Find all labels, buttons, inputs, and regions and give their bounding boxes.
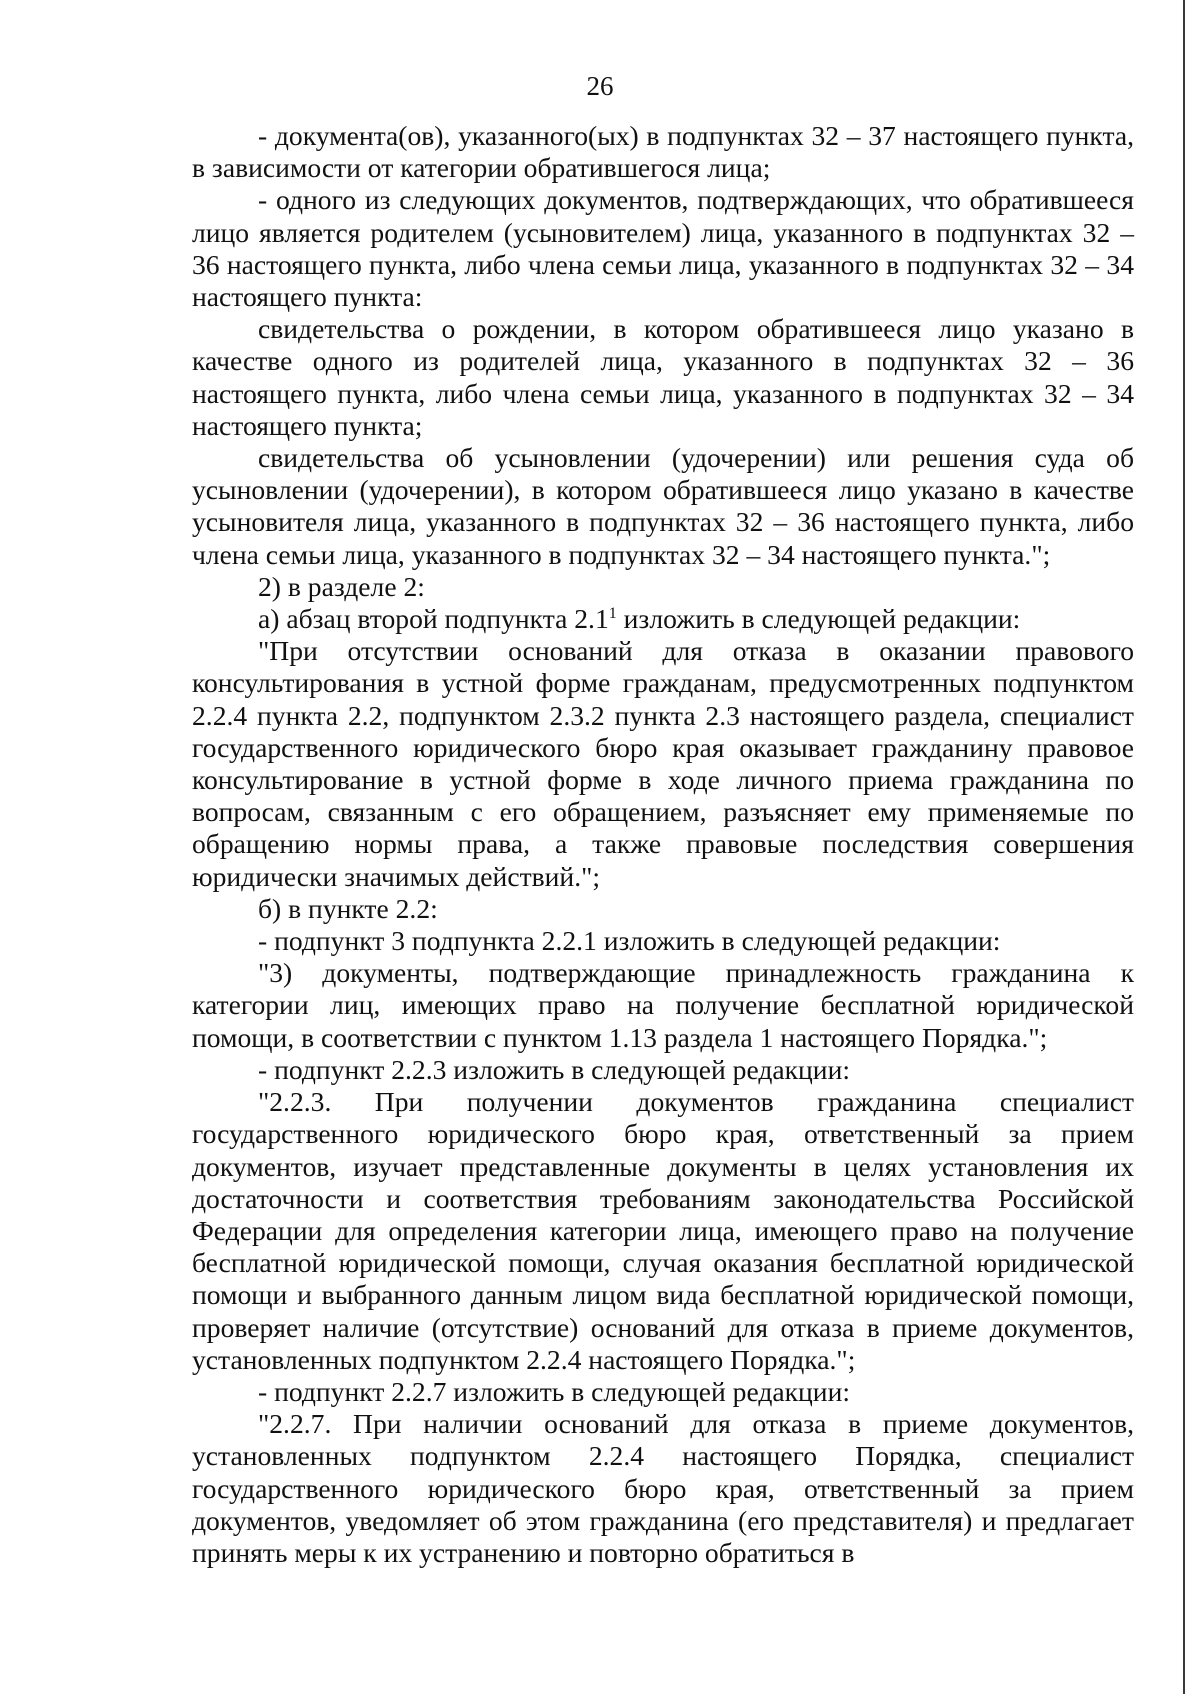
paragraph-consulting-quote: "При отсутствии оснований для отказа в оказании правового консультирования в устной форме гражданам, предусмотренных подпунктом 2.2.4 пункта 2.2, подпунктом 2.3.2 пункта 2.3 настоящего раздела, специалист государственного юридического бюро края оказывает гражданину правовое консультирование в устной форме в ходе личного приема гражданина по вопросам, связанным с его обращением, разъясняет ему применяемые по обращению нормы права, а также правовые последствия совершения юридически значимых действий.";	[192, 635, 1134, 892]
paragraph-birth-certificate: свидетельства о рождении, в котором обратившееся лицо указано в качестве одного из родителей лица, указанного в подпунктах 32 – 36 настоящего пункта, либо члена семьи лица, указанного в подпунктах 32 – 34 настоящего пункта;	[192, 313, 1134, 441]
paragraph-subitem-b: б) в пункте 2.2:	[258, 892, 438, 924]
paragraph-section-2: 2) в разделе 2:	[258, 570, 425, 602]
paragraph-subpoint-2-2-7: - подпункт 2.2.7 изложить в следующей редакции:	[258, 1375, 851, 1407]
paragraph-2-2-3-quote: "2.2.3. При получении документов гражданина специалист государственного юридического бюро края, ответственный за прием документов, изучает представленные документы в целях установления их достаточности и соответствия требованиям законодательства Российской Федерации для определения категории лица, имеющего право на получение бесплатной юридической помощи, случая оказания бесплатной юридической помощи и выбранного данным лицом вида бесплатной юридической помощи, проверяет наличие (отсутствие) оснований для отказа в приеме документов, установленных подпунктом 2.2.4 настоящего Порядка.";	[192, 1086, 1134, 1375]
paragraph-subpoint-3: - подпункт 3 подпункта 2.2.1 изложить в следующей редакции:	[258, 925, 1001, 957]
paragraph-adoption-certificate: свидетельства об усыновлении (удочерении) или решения суда об усыновлении (удочерении), в котором обратившееся лицо указано в качестве усыновителя лица, указанного в подпунктах 32 – 36 настоящего пункта, либо члена семьи лица, указанного в подпунктах 32 – 34 настоящего пункта.";	[192, 442, 1134, 570]
paragraph-subpoint-2-2-3: - подпункт 2.2.3 изложить в следующей редакции:	[258, 1053, 851, 1085]
paragraph-documents-list: - документа(ов), указанного(ых) в подпунктах 32 – 37 настоящего пункта, в зависимости от категории обратившегося лица;	[192, 120, 1134, 184]
scan-edge-line	[1183, 0, 1185, 1694]
paragraph-2-2-7-quote: "2.2.7. При наличии оснований для отказа в приеме документов, установленных подпунктом 2.2.4 настоящего Порядка, специалист государственного юридического бюро края, ответственный за прием документов, уведомляет об этом гражданина (его представителя) и предлагает принять меры к их устранению и повторно обратиться в	[192, 1408, 1134, 1568]
document-body	[192, 120, 1134, 1569]
paragraph-documents-quote: "3) документы, подтверждающие принадлежность гражданина к категории лиц, имеющих право на получение бесплатной юридической помощи, в соответствии с пунктом 1.13 раздела 1 настоящего Порядка.";	[192, 957, 1134, 1053]
subitem-a-text-before: а) абзац второй подпункта 2.1	[258, 603, 609, 635]
subitem-a-text-after: изложить в следующей редакции:	[616, 603, 1021, 635]
page-number: 26	[586, 71, 614, 101]
paragraph-parent-documents: - одного из следующих документов, подтверждающих, что обратившееся лицо является родителем (усыновителем) лица, указанного в подпунктах 32 – 36 настоящего пункта, либо члена семьи лица, указанного в подпунктах 32 – 34 настоящего пункта:	[192, 184, 1134, 313]
subitem-a-superscript: 1	[608, 604, 617, 622]
paragraph-subitem-a	[192, 603, 1134, 635]
